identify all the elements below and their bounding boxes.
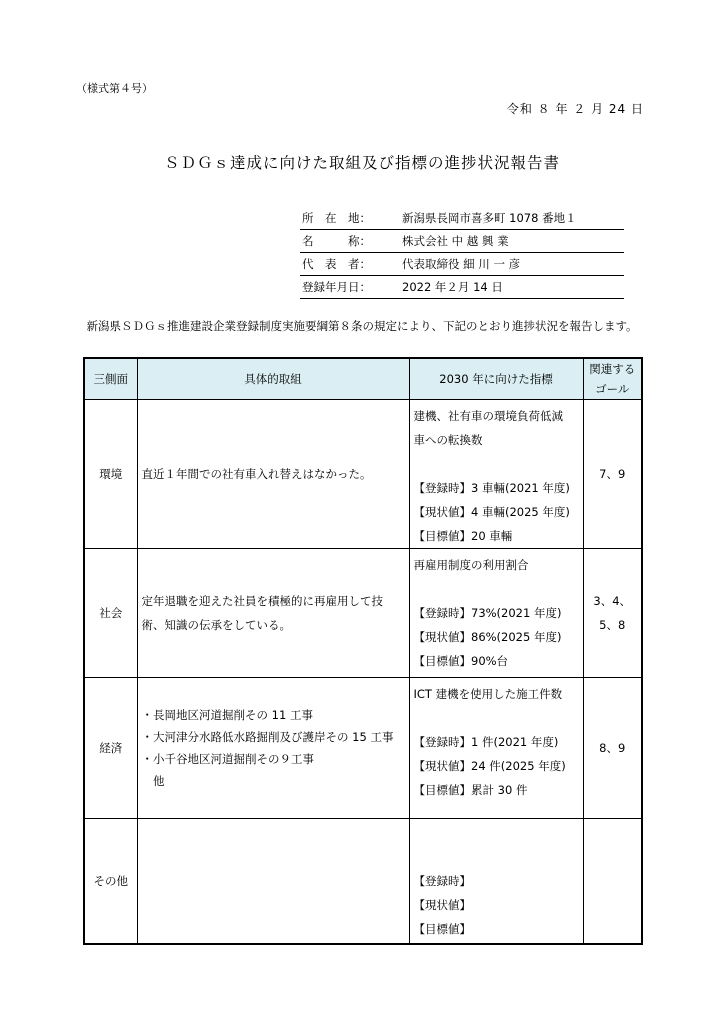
indicator-cell (409, 549, 583, 678)
action-line1: 定年退職を迎えた社員を積極的に再雇用して技 (141, 594, 383, 608)
aspect-cell: その他 (84, 819, 137, 944)
progress-table (83, 357, 643, 945)
table-row-environment (84, 400, 642, 549)
table-header-row (84, 358, 642, 400)
address-label: 所 在 地： (302, 211, 371, 225)
header-action: 具体的取組 (137, 358, 409, 400)
list-item: ・小千谷地区河道掘削その９工事 (141, 752, 314, 766)
aspect-cell: 経済 (84, 678, 137, 819)
action-line2: 術、知識の伝承をしている。 (141, 618, 291, 632)
indicator-title-line2: 車への転換数 (413, 433, 483, 447)
document-title: ＳＤＧｓ達成に向けた取組及び指標の進捗状況報告書 (163, 154, 560, 172)
indicator-cell (409, 678, 583, 819)
representative-value: 代表取締役 細 川 一 彦 (402, 257, 521, 271)
list-item: ・長岡地区河道掘削その 11 工事 (141, 708, 313, 722)
aspect-cell: 社会 (84, 549, 137, 678)
representative-label: 代 表 者： (302, 257, 371, 271)
header-goal-line2: ゴール (595, 382, 630, 396)
action-cell (137, 678, 409, 819)
registration-date-row (300, 276, 624, 299)
address-value: 新潟県長岡市喜多町 1078 番地１ (402, 211, 577, 225)
goal-cell (583, 819, 642, 944)
action-cell: 直近１年間での社有車入れ替えはなかった。 (137, 400, 409, 549)
indicator-registered: 【登録時】 (413, 873, 471, 888)
project-list (142, 704, 405, 792)
name-row (300, 230, 624, 253)
indicator-target: 【目標値】 (413, 921, 471, 936)
indicator-target: 【目標値】累計 30 件 (413, 783, 528, 797)
indicator-title: ICT 建機を使用した施工件数 (413, 687, 563, 701)
indicator-title-line1: 建機、社有車の環境負荷低減 (413, 409, 563, 423)
indicator-current: 【現状値】86%(2025 年度) (413, 630, 562, 644)
goal-cell (583, 549, 642, 678)
report-date: 令和 ８ 年 ２ 月 24 日 (506, 102, 644, 116)
indicator-registered: 【登録時】3 車輛(2021 年度) (413, 481, 570, 495)
table-row-economy (84, 678, 642, 819)
table-row-other (84, 819, 642, 944)
indicator-registered: 【登録時】1 件(2021 年度) (413, 735, 559, 749)
indicator-registered: 【登録時】73%(2021 年度) (413, 606, 562, 620)
goal-cell: 8、9 (583, 678, 642, 819)
indicator-current: 【現状値】4 車輛(2025 年度) (413, 505, 570, 519)
indicator-title: 再雇用制度の利用割合 (413, 558, 529, 572)
header-aspect: 三側面 (84, 358, 137, 400)
table-row-society (84, 549, 642, 678)
indicator-current: 【現状値】24 件(2025 年度) (413, 759, 566, 773)
aspect-cell: 環境 (84, 400, 137, 549)
goal-cell: 7、9 (583, 400, 642, 549)
goal-line1: 3、4、 (593, 594, 632, 608)
header-indicator: 2030 年に向けた指標 (409, 358, 583, 400)
name-label: 名 称： (302, 234, 371, 248)
header-goal-line1: 関連する (589, 362, 636, 376)
list-item: ・大河津分水路低水路掘削及び護岸その 15 工事 (141, 730, 394, 744)
indicator-cell (409, 400, 583, 549)
list-item: 他 (141, 774, 165, 788)
registration-date-label: 登録年月日： (302, 280, 371, 294)
registration-date-value: 2022 年２月 14 日 (402, 280, 503, 294)
representative-row (300, 253, 624, 276)
company-info (300, 207, 624, 299)
indicator-current: 【現状値】 (413, 897, 471, 912)
action-cell (137, 549, 409, 678)
intro-text: 新潟県ＳＤＧｓ推進建設企業登録制度実施要綱第８条の規定により、下記のとおり進捗状況を報告します。 (86, 319, 638, 333)
indicator-target: 【目標値】20 車輛 (413, 529, 513, 543)
address-row (300, 207, 624, 230)
indicator-target: 【目標値】90%台 (413, 654, 509, 668)
action-cell (137, 819, 409, 944)
goal-line2: 5、8 (599, 618, 626, 632)
company-name: 株式会社 中 越 興 業 (402, 234, 509, 248)
header-goal (583, 358, 642, 400)
indicator-cell (409, 819, 583, 944)
form-number: （様式第４号） (76, 82, 153, 95)
